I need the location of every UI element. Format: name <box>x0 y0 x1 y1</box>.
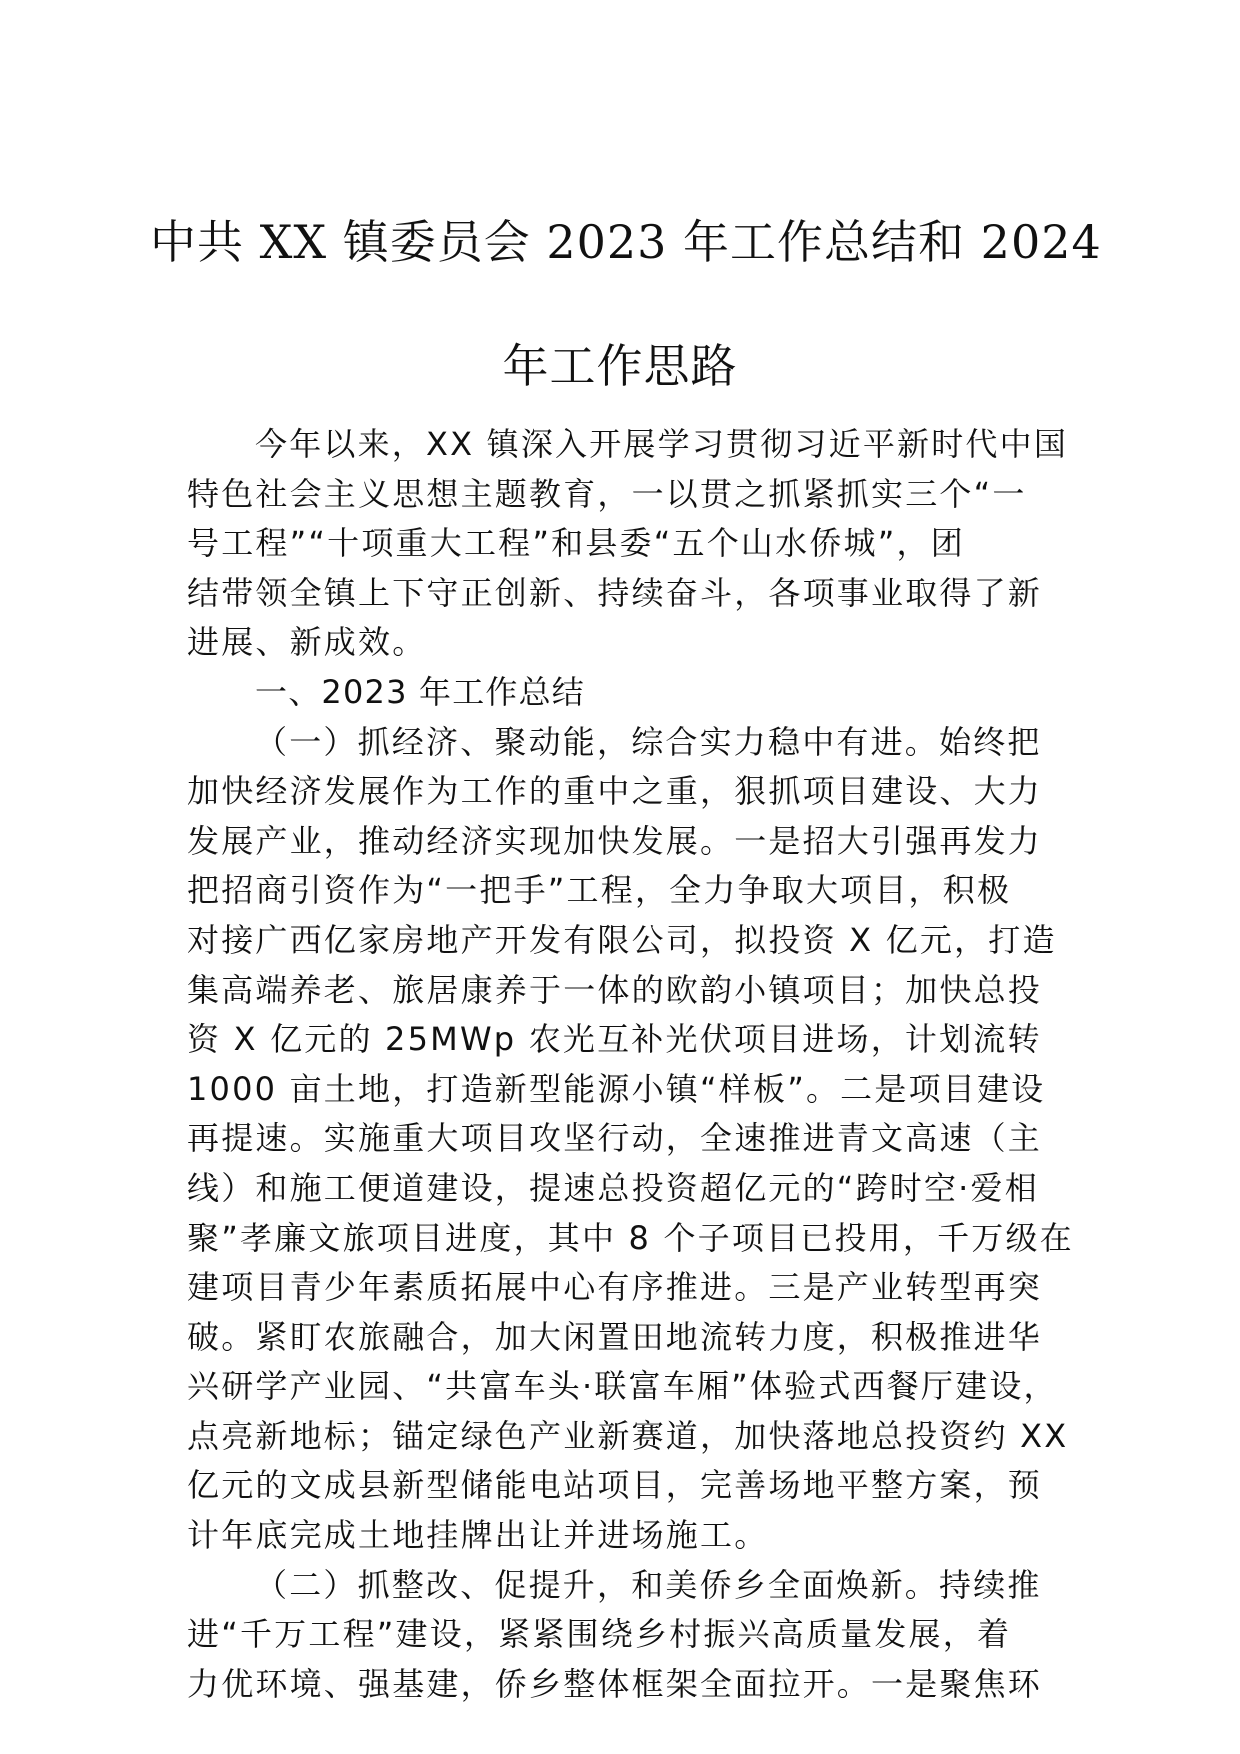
subsection-one-line: 对接广西亿家房地产开发有限公司，拟投资 X 亿元，打造 <box>187 920 1057 959</box>
subsection-one-line: 兴研学产业园、“共富车头·联富车厢”体验式西餐厅建设， <box>187 1367 1058 1406</box>
subsection-one-line: 破。紧盯农旅融合，加大闲置田地流转力度，积极推进华 <box>187 1317 1043 1356</box>
paragraph-intro-line: 号工程”“十项重大工程”和县委“五个山水侨城”，团 <box>187 524 965 563</box>
subsection-one-line: 建项目青少年素质拓展中心有序推进。三是产业转型再突 <box>187 1268 1043 1307</box>
paragraph-intro-line: 今年以来，XX 镇深入开展学习贯彻习近平新时代中国 <box>255 425 1069 463</box>
section-heading: 一、2023 年工作总结 <box>255 672 586 711</box>
subsection-two-line: 力优环境、强基建，侨乡整体框架全面拉开。一是聚焦环 <box>187 1664 1043 1703</box>
subsection-one-line: 亿元的文成县新型储能电站项目，完善场地平整方案，预 <box>187 1466 1043 1505</box>
title-line-2: 年工作思路 <box>502 339 738 393</box>
subsection-one-line: 把招商引资作为“一把手”工程，全力争取大项目，积极 <box>187 871 1012 910</box>
subsection-one-line: 加快经济发展作为工作的重中之重，狠抓项目建设、大力 <box>187 772 1043 811</box>
document-title <box>150 180 1102 428</box>
subsection-one-line: 再提速。实施重大项目攻坚行动，全速推进青文高速（主 <box>187 1119 1043 1158</box>
subsection-two-line: （二）抓整改、促提升，和美侨乡全面焕新。持续推 <box>255 1565 1042 1604</box>
title-line-1: 中共 XX 镇委员会 2023 年工作总结和 2024 <box>150 215 1102 269</box>
subsection-one-line: 点亮新地标；锚定绿色产业新赛道，加快落地总投资约 XX <box>187 1416 1069 1455</box>
paragraph-intro-line: 结带领全镇上下守正创新、持续奋斗，各项事业取得了新 <box>187 573 1043 612</box>
subsection-one-line: 聚”孝廉文旅项目进度，其中 8 个子项目已投用，千万级在 <box>187 1218 1074 1257</box>
subsection-one-line: 集高端养老、旅居康养于一体的欧韵小镇项目；加快总投 <box>187 970 1043 1009</box>
document-body <box>187 420 1074 1709</box>
subsection-one-line: 发展产业，推动经济实现加快发展。一是招大引强再发力 <box>187 821 1043 860</box>
subsection-one-line: 1000 亩土地，打造新型能源小镇“样板”。二是项目建设 <box>187 1069 1046 1108</box>
subsection-two-line: 进“千万工程”建设，紧紧围绕乡村振兴高质量发展，着 <box>187 1615 1012 1654</box>
subsection-one-line: 线）和施工便道建设，提速总投资超亿元的“跨时空·爱相 <box>187 1168 1039 1207</box>
paragraph-intro-line: 进展、新成效。 <box>187 623 427 662</box>
subsection-one-line: 资 X 亿元的 25MWp 农光互补光伏项目进场，计划流转 <box>187 1020 1042 1059</box>
paragraph-intro-line: 特色社会主义思想主题教育，一以贯之抓紧抓实三个“一 <box>187 474 1027 513</box>
subsection-one-line: 计年底完成土地挂牌出让并进场施工。 <box>187 1516 769 1555</box>
subsection-one-line: （一）抓经济、聚动能，综合实力稳中有进。始终把 <box>255 722 1042 761</box>
